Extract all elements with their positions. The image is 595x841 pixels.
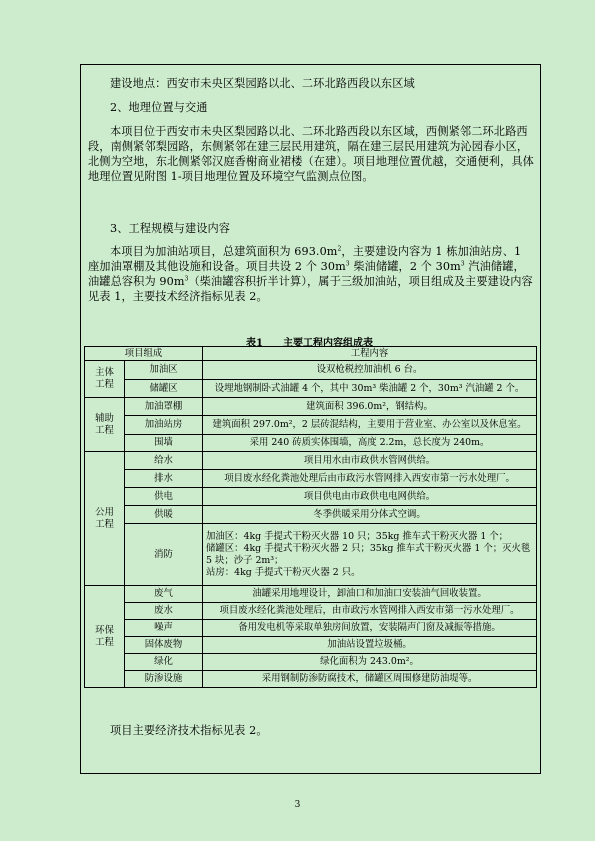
row-item: 储罐区 <box>125 380 203 398</box>
group-main: 主体 工程 <box>85 361 125 398</box>
header-group: 项目组成 <box>85 347 203 361</box>
row-item: 防渗设施 <box>125 671 203 688</box>
table-row <box>85 361 537 380</box>
row-item: 加油站房 <box>125 416 203 435</box>
table-row <box>85 452 537 470</box>
project-composition-table <box>84 346 537 688</box>
section-heading-geo: 2、地理位置与交通 <box>110 101 208 114</box>
row-content: 项目用水由市政供水管网供给。 <box>203 452 537 470</box>
row-content: 油罐采用地埋设计，卸油口和加油口安装油气回收装置。 <box>203 586 537 603</box>
row-item: 消防 <box>125 524 203 586</box>
row-content: 设埋地钢制卧式油罐 4 个，其中 30m³ 柴油罐 2 个，30m³ 汽油罐 2 个。 <box>203 380 537 398</box>
row-item: 噪声 <box>125 620 203 637</box>
row-item: 固体废物 <box>125 637 203 654</box>
geo-paragraph: 本项目位于西安市未央区梨园路以北、二环北路西段以东区域，西侧紧邻二环北路西段，南侧紧邻梨园路，东侧紧邻在建三层民用建筑，隔在建三层民用建筑为沁园春小区，北侧为空地，东北侧紧邻汉庭香榭商业裙楼（在建）。项目地理位置优越，交通便利，具体地理位置见附图 1-项目地理位置及环境空气监测点位图。 <box>88 125 534 183</box>
table-caption: 表1 主要工程内容组成表 <box>246 338 373 349</box>
table-row <box>85 380 537 398</box>
row-content: 采用 240 砖质实体围墙，高度 2.2m，总长度为 240m。 <box>203 435 537 452</box>
table-row <box>85 506 537 524</box>
row-content: 加油站设置垃圾桶。 <box>203 637 537 654</box>
row-item: 废水 <box>125 603 203 620</box>
row-content: 项目废水经化粪池处理后，由市政污水管网排入西安市第一污水处理厂。 <box>203 603 537 620</box>
table-header-row <box>85 347 537 361</box>
row-item: 废气 <box>125 586 203 603</box>
table-row <box>85 524 537 586</box>
table-row <box>85 637 537 654</box>
table-row <box>85 416 537 435</box>
table-row <box>85 488 537 506</box>
group-env: 环保 工程 <box>85 586 125 688</box>
group-aux: 辅助 工程 <box>85 398 125 452</box>
row-content: 备用发电机等采取单独房间放置，安装隔声门窗及减振等措施。 <box>203 620 537 637</box>
scale-paragraph: 本项目为加油站项目，总建筑面积为 $693.0m^2$，主要建设内容为 1 栋加油站房、1 座加油罩棚及其他设施和设备。项目共设 2 个 $30m^3$ 柴油储罐，2 个 $30m^3$ 汽油储罐，油罐总容积为 $90m^3$（柴油罐容积折半计算），属于三级加油站，项目组成及主要建设内容见表 1，主要技术经济指标见表 2。 <box>88 245 533 303</box>
row-item: 给水 <box>125 452 203 470</box>
row-content: 采用钢制防渗防腐技术，储罐区周围修建防油堤等。 <box>203 671 537 688</box>
header-content: 工程内容 <box>203 347 537 361</box>
table-row <box>85 435 537 452</box>
table-row <box>85 620 537 637</box>
row-content: 项目废水经化粪池处理后由市政污水管网排入西安市第一污水处理厂。 <box>203 470 537 488</box>
row-content: 设双枪税控加油机 6 台。 <box>203 361 537 380</box>
table-row <box>85 586 537 603</box>
table-row <box>85 398 537 416</box>
row-item: 供暖 <box>125 506 203 524</box>
closing-line: 项目主要经济技术指标见表 2。 <box>110 724 268 737</box>
row-content: 建筑面积 396.0m²，钢结构。 <box>203 398 537 416</box>
row-item: 加油区 <box>125 361 203 380</box>
row-content: 绿化面积为 243.0m²。 <box>203 654 537 671</box>
row-item: 供电 <box>125 488 203 506</box>
page-number: 3 <box>294 800 301 810</box>
location-line: 建设地点：西安市未央区梨园路以北、二环北路西段以东区域 <box>110 77 415 90</box>
row-content: 加油区：4kg 手提式干粉灭火器 10 只；35kg 推车式干粉灭火器 1 个； 储罐区：4kg 手提式干粉灭火器 2 只；35kg 推车式干粉灭火器 1 个；灭火毯 5 块；沙子 2m³； 站房：4kg 手提式干粉灭火器 2 只。 <box>203 524 537 586</box>
row-item: 排水 <box>125 470 203 488</box>
group-public: 公用 工程 <box>85 452 125 586</box>
row-item: 加油罩棚 <box>125 398 203 416</box>
row-content: 建筑面积 297.0m²，2 层砖混结构，主要用于营业室、办公室以及休息室。 <box>203 416 537 435</box>
row-content: 项目供电由市政供电电网供给。 <box>203 488 537 506</box>
row-item: 绿化 <box>125 654 203 671</box>
table-row <box>85 603 537 620</box>
section-heading-scale: 3、工程规模与建设内容 <box>110 222 231 235</box>
row-content: 冬季供暖采用分体式空调。 <box>203 506 537 524</box>
row-item: 围墙 <box>125 435 203 452</box>
table-row <box>85 470 537 488</box>
table-row <box>85 654 537 671</box>
table-row <box>85 671 537 688</box>
